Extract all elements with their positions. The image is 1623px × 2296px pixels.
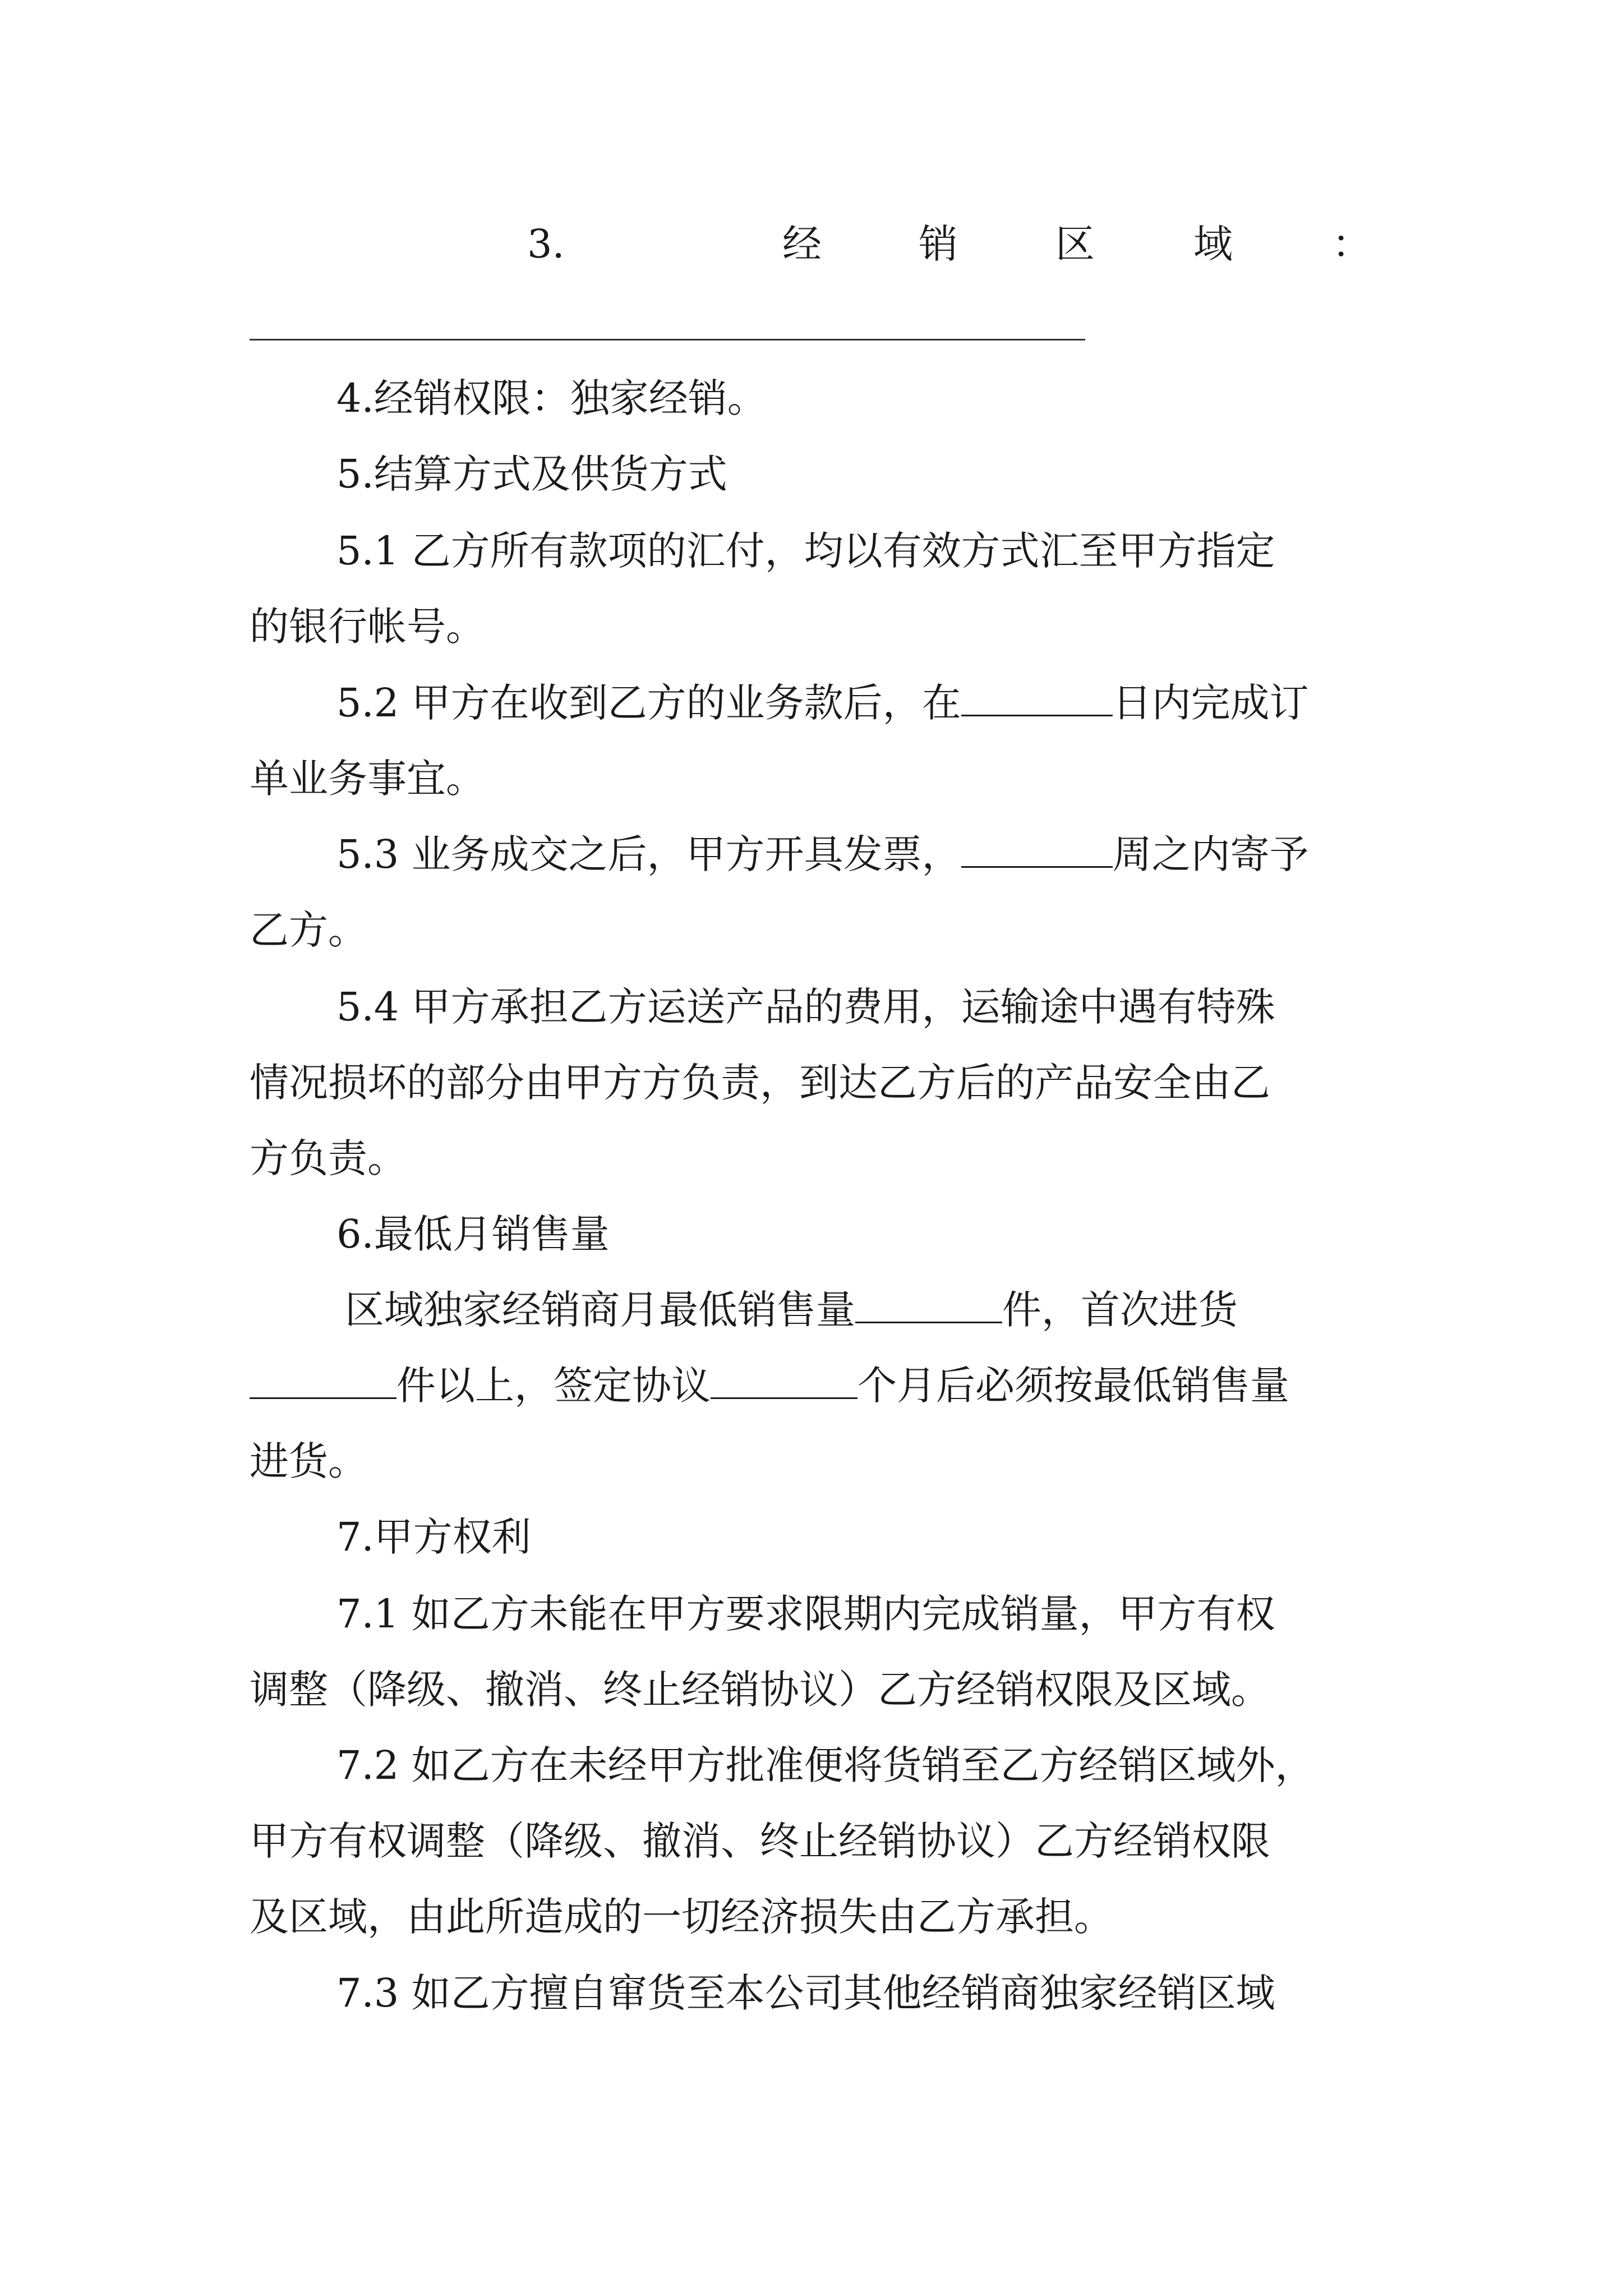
blank-min-sales[interactable]	[855, 1287, 1002, 1323]
clause-5-2-text-a: 5.2 甲方在收到乙方的业务款后，在	[336, 680, 961, 726]
blank-days[interactable]	[961, 680, 1113, 716]
clause-5-3-text-a: 5.3 业务成交之后，甲方开具发票，	[336, 831, 961, 877]
heading-char-2: 销	[919, 221, 958, 267]
blank-weeks[interactable]	[961, 831, 1113, 868]
clause-6-text-a: 区域独家经销商月最低销售量	[345, 1287, 855, 1333]
clause-5-3-line-1	[336, 826, 1309, 882]
fill-in-rule	[250, 339, 1085, 341]
clause-5-3-line-2: 乙方。	[250, 907, 367, 953]
clause-7-1-line-1: 7.1 如乙方未能在甲方要求限期内完成销量，甲方有权	[336, 1591, 1275, 1637]
heading-number: 3.	[527, 221, 565, 267]
clause-5-1-line-1: 5.1 乙方所有款项的汇付，均以有效方式汇至甲方指定	[336, 528, 1275, 574]
clause-6-text-c: 件以上，签定协议	[396, 1363, 711, 1409]
clause-7-2-line-3: 及区域，由此所造成的一切经济损失由乙方承担。	[250, 1894, 1113, 1940]
clause-7-3-line-1: 7.3 如乙方擅自窜货至本公司其他经销商独家经销区域	[336, 1970, 1275, 2016]
clause-7: 7.甲方权利	[336, 1514, 531, 1560]
clause-7-1-line-2: 调整（降级、撤消、终止经销协议）乙方经销权限及区域。	[250, 1667, 1270, 1713]
clause-6-line-2	[250, 1358, 1289, 1414]
clause-4: 4.经销权限：独家经销。	[336, 375, 767, 421]
clause-5-4-line-1: 5.4 甲方承担乙方运送产品的费用，运输途中遇有特殊	[336, 984, 1275, 1030]
heading-char-1: 经	[782, 221, 822, 267]
clause-5: 5.结算方式及供货方式	[336, 451, 727, 497]
clause-6: 6.最低月销售量	[336, 1211, 610, 1257]
clause-5-4-line-3: 方负责。	[250, 1135, 407, 1181]
clause-6-text-b: 件，首次进货	[1002, 1287, 1238, 1333]
clause-5-2-line-1	[336, 675, 1309, 731]
heading-char-3: 区	[1055, 221, 1095, 267]
blank-months[interactable]	[711, 1363, 857, 1399]
clause-6-text-d: 个月后必须按最低销售量	[857, 1363, 1289, 1409]
clause-5-2-text-b: 日内完成订	[1112, 680, 1309, 726]
blank-first-order[interactable]	[250, 1363, 396, 1399]
clause-6-line-1	[345, 1282, 1238, 1338]
clause-6-line-3: 进货。	[250, 1438, 367, 1484]
clause-7-2-line-2: 甲方有权调整（降级、撤消、终止经销协议）乙方经销权限	[250, 1818, 1270, 1864]
clause-7-2-line-1: 7.2 如乙方在未经甲方批准便将货销至乙方经销区域外，	[336, 1742, 1315, 1788]
clause-5-1-line-2: 的银行帐号。	[250, 604, 485, 650]
clause-5-2-line-2: 单业务事宜。	[250, 756, 485, 802]
clause-5-3-text-b: 周之内寄予	[1112, 831, 1309, 877]
heading-colon: ：	[1332, 221, 1371, 267]
clause-5-4-line-2: 情况损坏的部分由甲方方负责，到达乙方后的产品安全由乙	[250, 1060, 1270, 1106]
heading-char-4: 域	[1193, 221, 1233, 267]
